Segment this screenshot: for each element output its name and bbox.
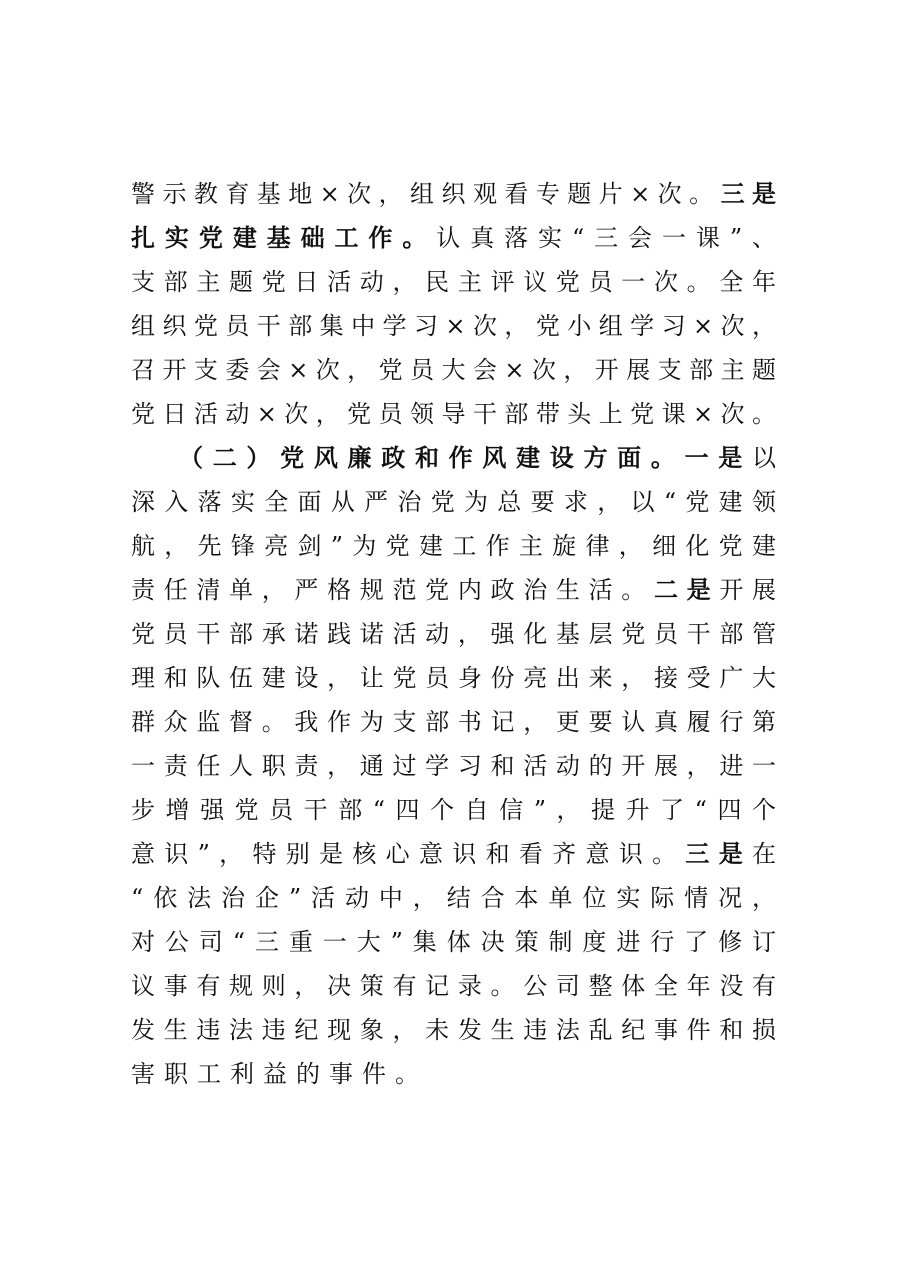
text-segment: 意识”，特别是核心意识和看齐意识。 <box>131 840 686 868</box>
text-line <box>131 744 777 788</box>
text-line <box>131 260 777 304</box>
document-body <box>131 172 777 1096</box>
text-segment: 群众监督。我作为支部书记，更要认真履行第 <box>131 708 777 736</box>
text-segment: 组织党员干部集中学习×次，党小组学习×次， <box>131 312 777 340</box>
text-segment: 一责任人职责，通过学习和活动的开展，进一 <box>131 752 777 780</box>
text-line <box>131 216 777 260</box>
text-line <box>131 348 777 392</box>
text-line <box>131 480 777 524</box>
text-segment: 开展 <box>719 576 778 604</box>
text-line <box>131 700 777 744</box>
text-line <box>131 568 777 612</box>
text-segment: 害职工利益的事件。 <box>131 1060 428 1088</box>
text-segment: 步增强党员干部“四个自信”，提升了“四个 <box>131 796 777 824</box>
text-segment: 深入落实全面从严治党为总要求，以“党建领 <box>131 488 777 516</box>
text-line <box>131 1052 777 1096</box>
text-segment: 党日活动×次，党员领导干部带头上党课×次。 <box>131 400 777 428</box>
text-line <box>131 524 777 568</box>
text-line <box>131 436 777 480</box>
text-segment: 理和队伍建设，让党员身份亮出来，接受广大 <box>131 664 777 692</box>
text-line <box>131 964 777 1008</box>
text-line <box>131 172 777 216</box>
text-line <box>131 392 777 436</box>
text-segment: “依法治企”活动中，结合本单位实际情况， <box>131 884 777 912</box>
text-segment: 发生违法违纪现象，未发生违法乱纪事件和损 <box>131 1016 777 1044</box>
text-segment: 议事有规则，决策有记录。公司整体全年没有 <box>131 972 777 1000</box>
text-segment: 召开支委会×次，党员大会×次，开展支部主题 <box>131 356 777 384</box>
text-segment: 在 <box>752 840 777 868</box>
text-line <box>131 832 777 876</box>
text-line <box>131 920 777 964</box>
text-segment: 对公司“三重一大”集体决策制度进行了修订 <box>131 928 777 956</box>
text-segment: 航，先锋亮剑”为党建工作主旋律，细化党建 <box>131 532 777 560</box>
bold-text-segment: 扎实党建基础工作。 <box>131 223 437 252</box>
text-segment: 以 <box>752 444 777 472</box>
text-segment: 党员干部承诺践诺活动，强化基层党员干部管 <box>131 620 777 648</box>
text-segment: 认真落实“三会一课”、 <box>436 224 778 252</box>
text-line <box>131 1008 777 1052</box>
text-segment: 支部主题党日活动，民主评议党员一次。全年 <box>131 268 777 296</box>
text-line <box>131 612 777 656</box>
bold-text-segment: 三是 <box>685 839 752 868</box>
text-line <box>131 656 777 700</box>
bold-text-segment: 三是 <box>720 179 778 208</box>
text-line <box>131 304 777 348</box>
text-segment: 警示教育基地×次，组织观看专题片×次。 <box>131 180 721 208</box>
bold-text-segment: 二是 <box>653 575 720 604</box>
text-line <box>131 876 777 920</box>
bold-text-segment: （二）党风廉政和作风建设方面。一是 <box>179 443 752 472</box>
text-segment: 责任清单，严格规范党内政治生活。 <box>131 576 654 604</box>
text-line <box>131 788 777 832</box>
